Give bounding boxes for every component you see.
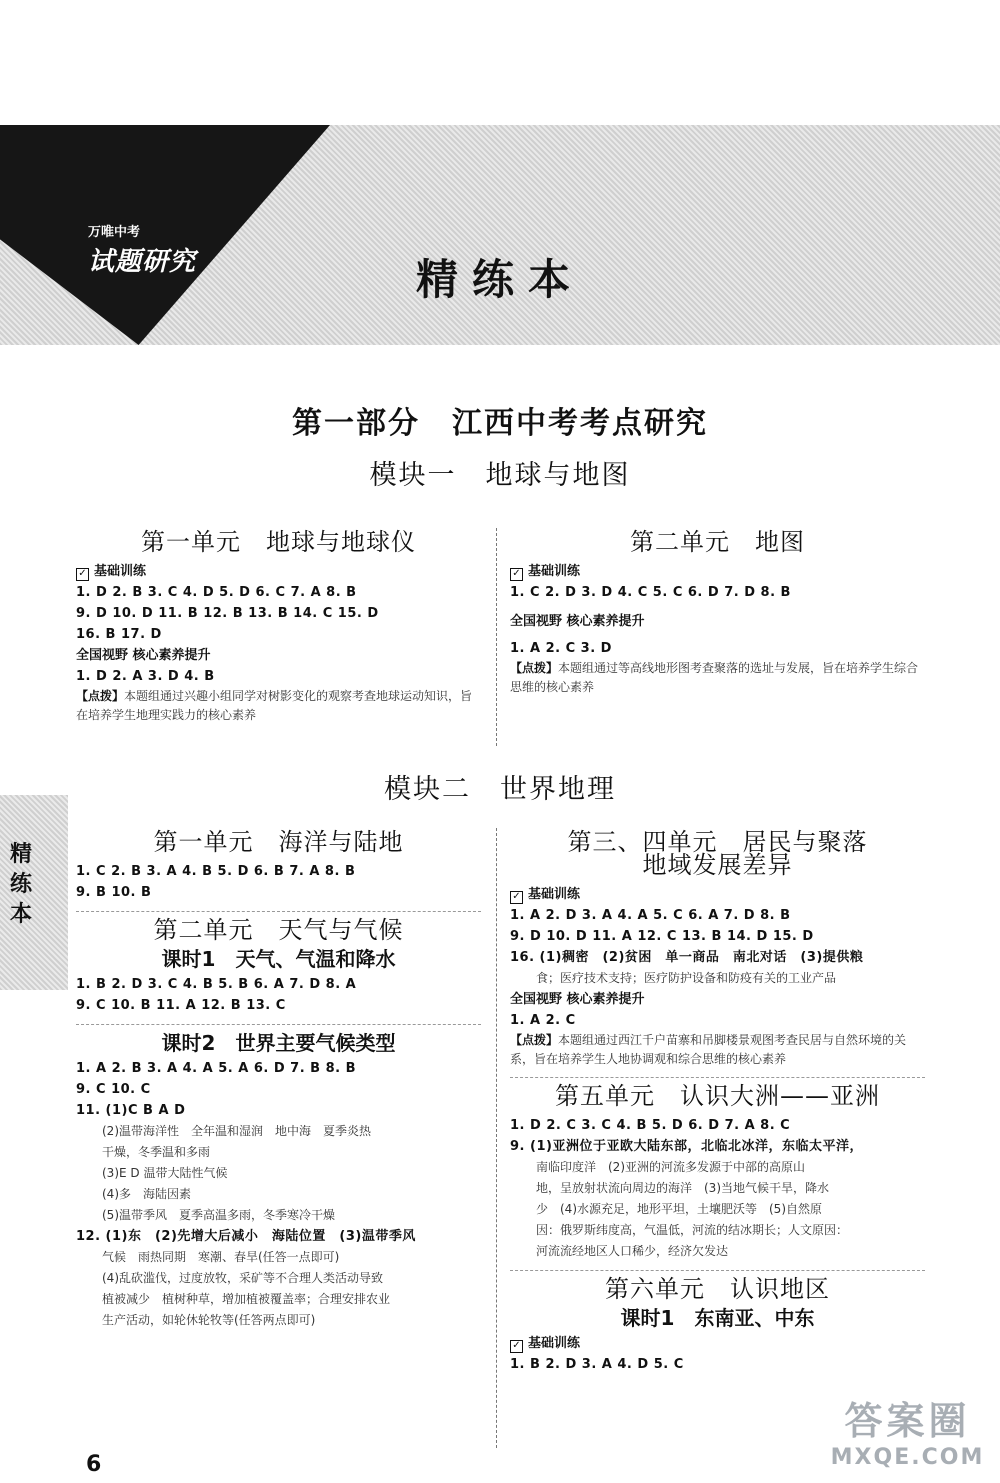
banner-title: 精练本 xyxy=(415,255,584,304)
answer-line: 1. D 2. B 3. C 4. D 5. D 6. C 7. A 8. B xyxy=(76,585,357,600)
unit-title: 地域发展差异 xyxy=(642,851,793,879)
answer-line: 1. A 2. D 3. A 4. A 5. C 6. A 7. D 8. B xyxy=(510,908,791,923)
page-number: 6 xyxy=(86,1452,102,1477)
answer-line: 16. B 17. D xyxy=(76,627,162,642)
answer-detail: (4)乱砍滥伐，过度放牧，采矿等不合理人类活动导致 xyxy=(102,1271,384,1285)
basic-training-label: ✓ 基础训练 xyxy=(510,1333,925,1354)
side-tab-label: 精练本 xyxy=(9,842,32,927)
answer-detail: (5)温带季风 夏季高温多雨，冬季寒冷干燥 xyxy=(102,1208,335,1222)
unit-title: 第一单元 海洋与陆地 xyxy=(153,828,404,856)
answer-line: 1. A 2. C 3. D xyxy=(510,641,612,656)
module2-left-column xyxy=(76,828,481,1331)
answer-line: 11. (1)C B A D xyxy=(76,1103,186,1118)
answer-line: 9. C 10. B 11. A 12. B 13. C xyxy=(76,998,286,1013)
checkmark-icon: ✓ xyxy=(510,891,523,904)
brand-logo-text: 试题研究 xyxy=(88,247,197,277)
answer-detail: 河流流经地区人口稀少，经济欠发达 xyxy=(536,1244,729,1258)
tip-note: 【点拨】本题组通过西江千户苗寨和吊脚楼景观图考查民居与自然环境的关系，旨在培养学生人地协调观和综合思维的核心素养 xyxy=(510,1033,907,1066)
answer-line: 16. (1)稠密 (2)贫困 单一商品 南北对话 (3)提供粮 xyxy=(510,950,864,965)
watermark xyxy=(820,1390,995,1470)
brand-small-text: 万唯中考 xyxy=(88,225,141,240)
tip-note: 【点拨】本题组通过兴趣小组同学对树影变化的观察考查地球运动知识，旨在培养学生地理实践力的核心素养 xyxy=(76,689,473,722)
section-divider xyxy=(510,1270,925,1271)
answer-line: 9. D 10. D 11. B 12. B 13. B 14. C 15. D xyxy=(76,606,379,621)
basic-training-label: ✓ 基础训练 xyxy=(76,561,481,582)
quality-label: 全国视野 核心素养提升 xyxy=(510,992,645,1007)
answer-detail: 生产活动，如轮休轮牧等(任答两点即可) xyxy=(102,1313,316,1327)
quality-label: 全国视野 核心素养提升 xyxy=(510,614,645,629)
checkmark-icon: ✓ xyxy=(510,568,523,581)
unit-title: 第六单元 认识地区 xyxy=(605,1275,830,1303)
unit-title: 第二单元 地图 xyxy=(630,528,805,556)
watermark-text: 答案圈 xyxy=(844,1399,971,1443)
unit-title: 第一单元 地球与地球仪 xyxy=(141,528,416,556)
answer-detail: 干燥，冬季温和多雨 xyxy=(102,1145,211,1159)
module1-title: 模块一 地球与地图 xyxy=(369,460,631,491)
answer-line: 12. (1)东 (2)先增大后减小 海陆位置 (3)温带季风 xyxy=(76,1229,416,1244)
module2-title: 模块二 世界地理 xyxy=(384,774,616,805)
answer-line: 1. D 2. A 3. D 4. B xyxy=(76,669,215,684)
answer-line: 9. D 10. D 11. A 12. C 13. B 14. D 15. D xyxy=(510,929,814,944)
banner-dark-triangle xyxy=(0,125,330,345)
header-banner xyxy=(0,125,1000,345)
quality-label: 全国视野 核心素养提升 xyxy=(76,648,211,663)
lesson-title: 课时1 天气、气温和降水 xyxy=(161,947,396,971)
unit-title: 第五单元 认识大洲——亚洲 xyxy=(555,1082,880,1110)
section-divider xyxy=(510,1077,925,1078)
column-divider xyxy=(496,528,497,746)
answer-line: 1. D 2. C 3. C 4. B 5. D 6. D 7. A 8. C xyxy=(510,1118,791,1133)
answer-line: 9. B 10. B xyxy=(76,885,152,900)
checkmark-icon: ✓ xyxy=(510,1340,523,1353)
answer-detail: 因：俄罗斯纬度高，气温低，河流的结冰期长；人文原因： xyxy=(536,1223,849,1237)
answer-detail: 植被减少 植树种草，增加植被覆盖率；合理安排农业 xyxy=(102,1292,391,1306)
answer-detail: (2)温带海洋性 全年温和湿润 地中海 夏季炎热 xyxy=(102,1124,371,1138)
answer-line: 1. C 2. D 3. D 4. C 5. C 6. D 7. D 8. B xyxy=(510,585,791,600)
answer-line: 1. B 2. D 3. C 4. B 5. B 6. A 7. D 8. A xyxy=(76,977,357,992)
lesson-title: 课时2 世界主要气候类型 xyxy=(161,1031,396,1055)
part-title: 第一部分 江西中考考点研究 xyxy=(292,406,708,441)
answer-line: 1. B 2. D 3. A 4. D 5. C xyxy=(510,1357,684,1372)
lesson-title: 课时1 东南亚、中东 xyxy=(620,1306,815,1330)
module1-left-column xyxy=(76,528,481,725)
answer-detail: 南临印度洋 (2)亚洲的河流多发源于中部的高原山 xyxy=(536,1160,805,1174)
module2-right-column xyxy=(510,828,925,1375)
answer-detail: (4)多 海陆因素 xyxy=(102,1187,191,1201)
tip-note: 【点拨】本题组通过等高线地形图考查聚落的选址与发展，旨在培养学生综合思维的核心素养 xyxy=(510,661,919,694)
answer-line: 9. (1)亚洲位于亚欧大陆东部，北临北冰洋，东临太平洋， xyxy=(510,1139,863,1154)
answer-line: 1. C 2. B 3. A 4. B 5. D 6. B 7. A 8. B xyxy=(76,864,356,879)
answer-detail: 气候 雨热同期 寒潮、春旱(任答一点即可) xyxy=(102,1250,340,1264)
section-divider xyxy=(76,1024,481,1025)
section-divider xyxy=(76,911,481,912)
column-divider xyxy=(496,828,497,1448)
basic-training-label: ✓ 基础训练 xyxy=(510,561,925,582)
answer-line: 1. A 2. B 3. A 4. A 5. A 6. D 7. B 8. B xyxy=(76,1061,357,1076)
answer-line: 9. C 10. C xyxy=(76,1082,151,1097)
unit-title: 第二单元 天气与气候 xyxy=(153,916,404,944)
answer-detail: 少 (4)水源充足，地形平坦，土壤肥沃等 (5)自然原 xyxy=(536,1202,822,1216)
unit-title: 第三、四单元 居民与聚落 xyxy=(567,828,868,856)
basic-training-label: ✓ 基础训练 xyxy=(510,884,925,905)
watermark-url: MXQE.COM xyxy=(830,1445,985,1470)
answer-detail: 地，呈放射状流向周边的海洋 (3)当地气候干旱，降水 xyxy=(536,1181,830,1195)
answer-line: 1. A 2. C xyxy=(510,1013,576,1028)
module1-right-column xyxy=(510,528,925,697)
answer-detail: (3)E D 温带大陆性气候 xyxy=(102,1166,228,1180)
answer-detail: 食；医疗技术支持；医疗防护设备和防疫有关的工业产品 xyxy=(536,971,837,985)
checkmark-icon: ✓ xyxy=(76,568,89,581)
